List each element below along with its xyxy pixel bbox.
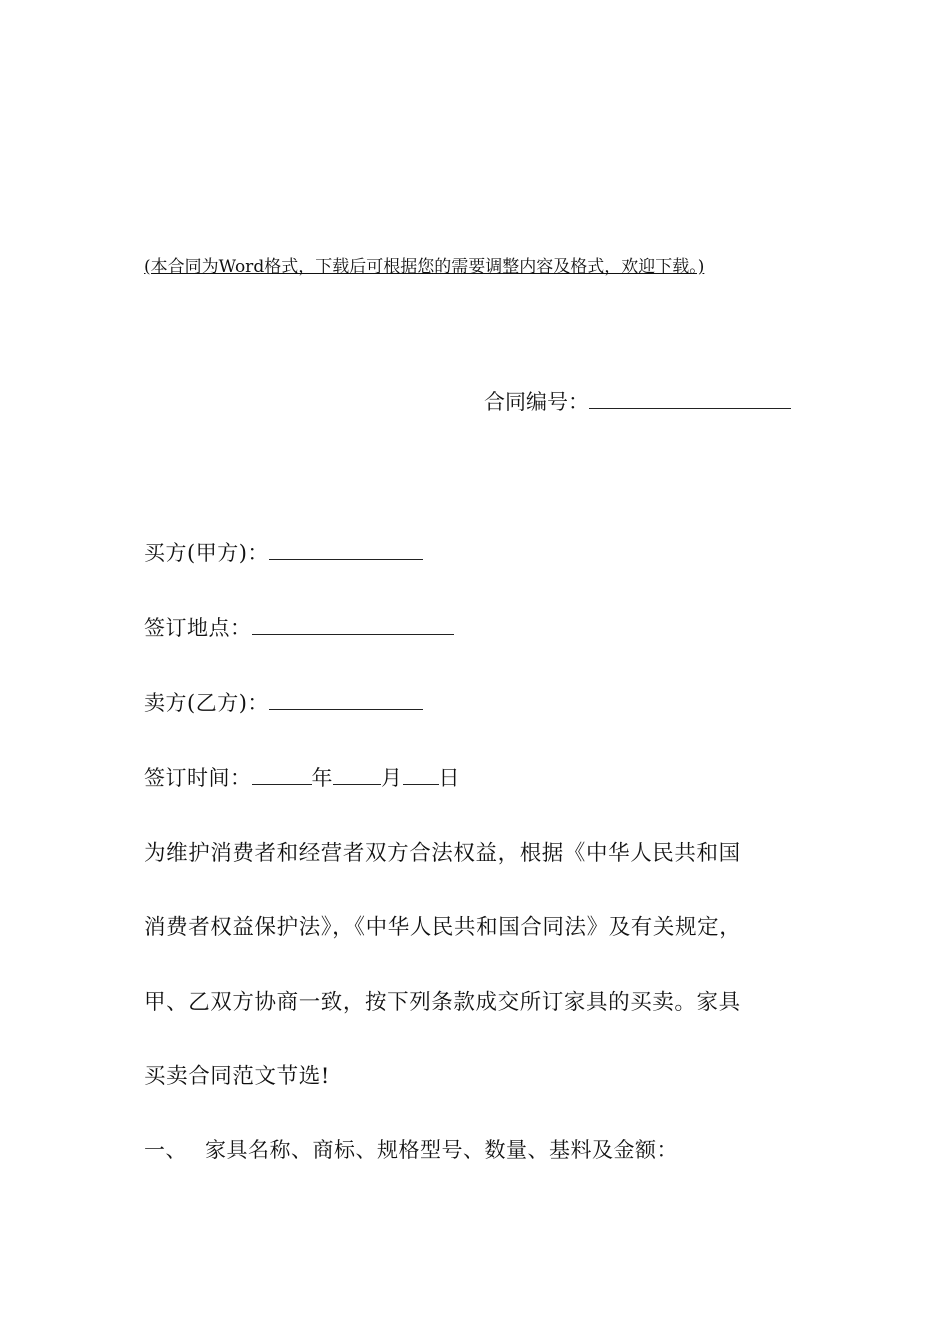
preamble-line: 买卖合同范文节选!	[144, 1064, 331, 1089]
section-1-heading	[144, 1134, 678, 1164]
day-label: 日	[438, 766, 460, 790]
contract-number-label: 合同编号：	[484, 390, 589, 414]
section-1-title: 家具名称、商标、规格型号、数量、基料及金额：	[205, 1138, 678, 1162]
section-1-number: 一、	[144, 1138, 187, 1162]
seller-field	[144, 687, 423, 717]
preamble-line: 为维护消费者和经营者双方合法权益，根据《中华人民共和国	[144, 841, 741, 866]
year-blank	[252, 766, 312, 785]
month-label: 月	[381, 766, 403, 790]
sign-place-blank	[252, 616, 454, 635]
buyer-field	[144, 537, 423, 567]
sign-place-label: 签订地点：	[144, 616, 252, 640]
year-label: 年	[311, 766, 333, 790]
preamble-line: 消费者权益保护法》，《中华人民共和国合同法》及有关规定，	[144, 915, 742, 940]
preamble-line: 甲、乙双方协商一致，按下列条款成交所订家具的买卖。家具	[144, 990, 741, 1015]
sign-place-field	[144, 612, 454, 642]
day-blank	[403, 766, 439, 785]
contract-number-blank	[589, 390, 791, 409]
contract-number-field	[484, 386, 791, 416]
header-note: (本合同为Word格式，下载后可根据您的需要调整内容及格式，欢迎下载。)	[144, 257, 705, 277]
sign-time-field	[144, 762, 460, 792]
seller-blank	[269, 691, 423, 710]
seller-label: 卖方(乙方)：	[144, 691, 269, 715]
buyer-label: 买方(甲方)：	[144, 541, 269, 565]
sign-time-label: 签订时间：	[144, 766, 252, 790]
buyer-blank	[269, 541, 423, 560]
month-blank	[333, 766, 381, 785]
